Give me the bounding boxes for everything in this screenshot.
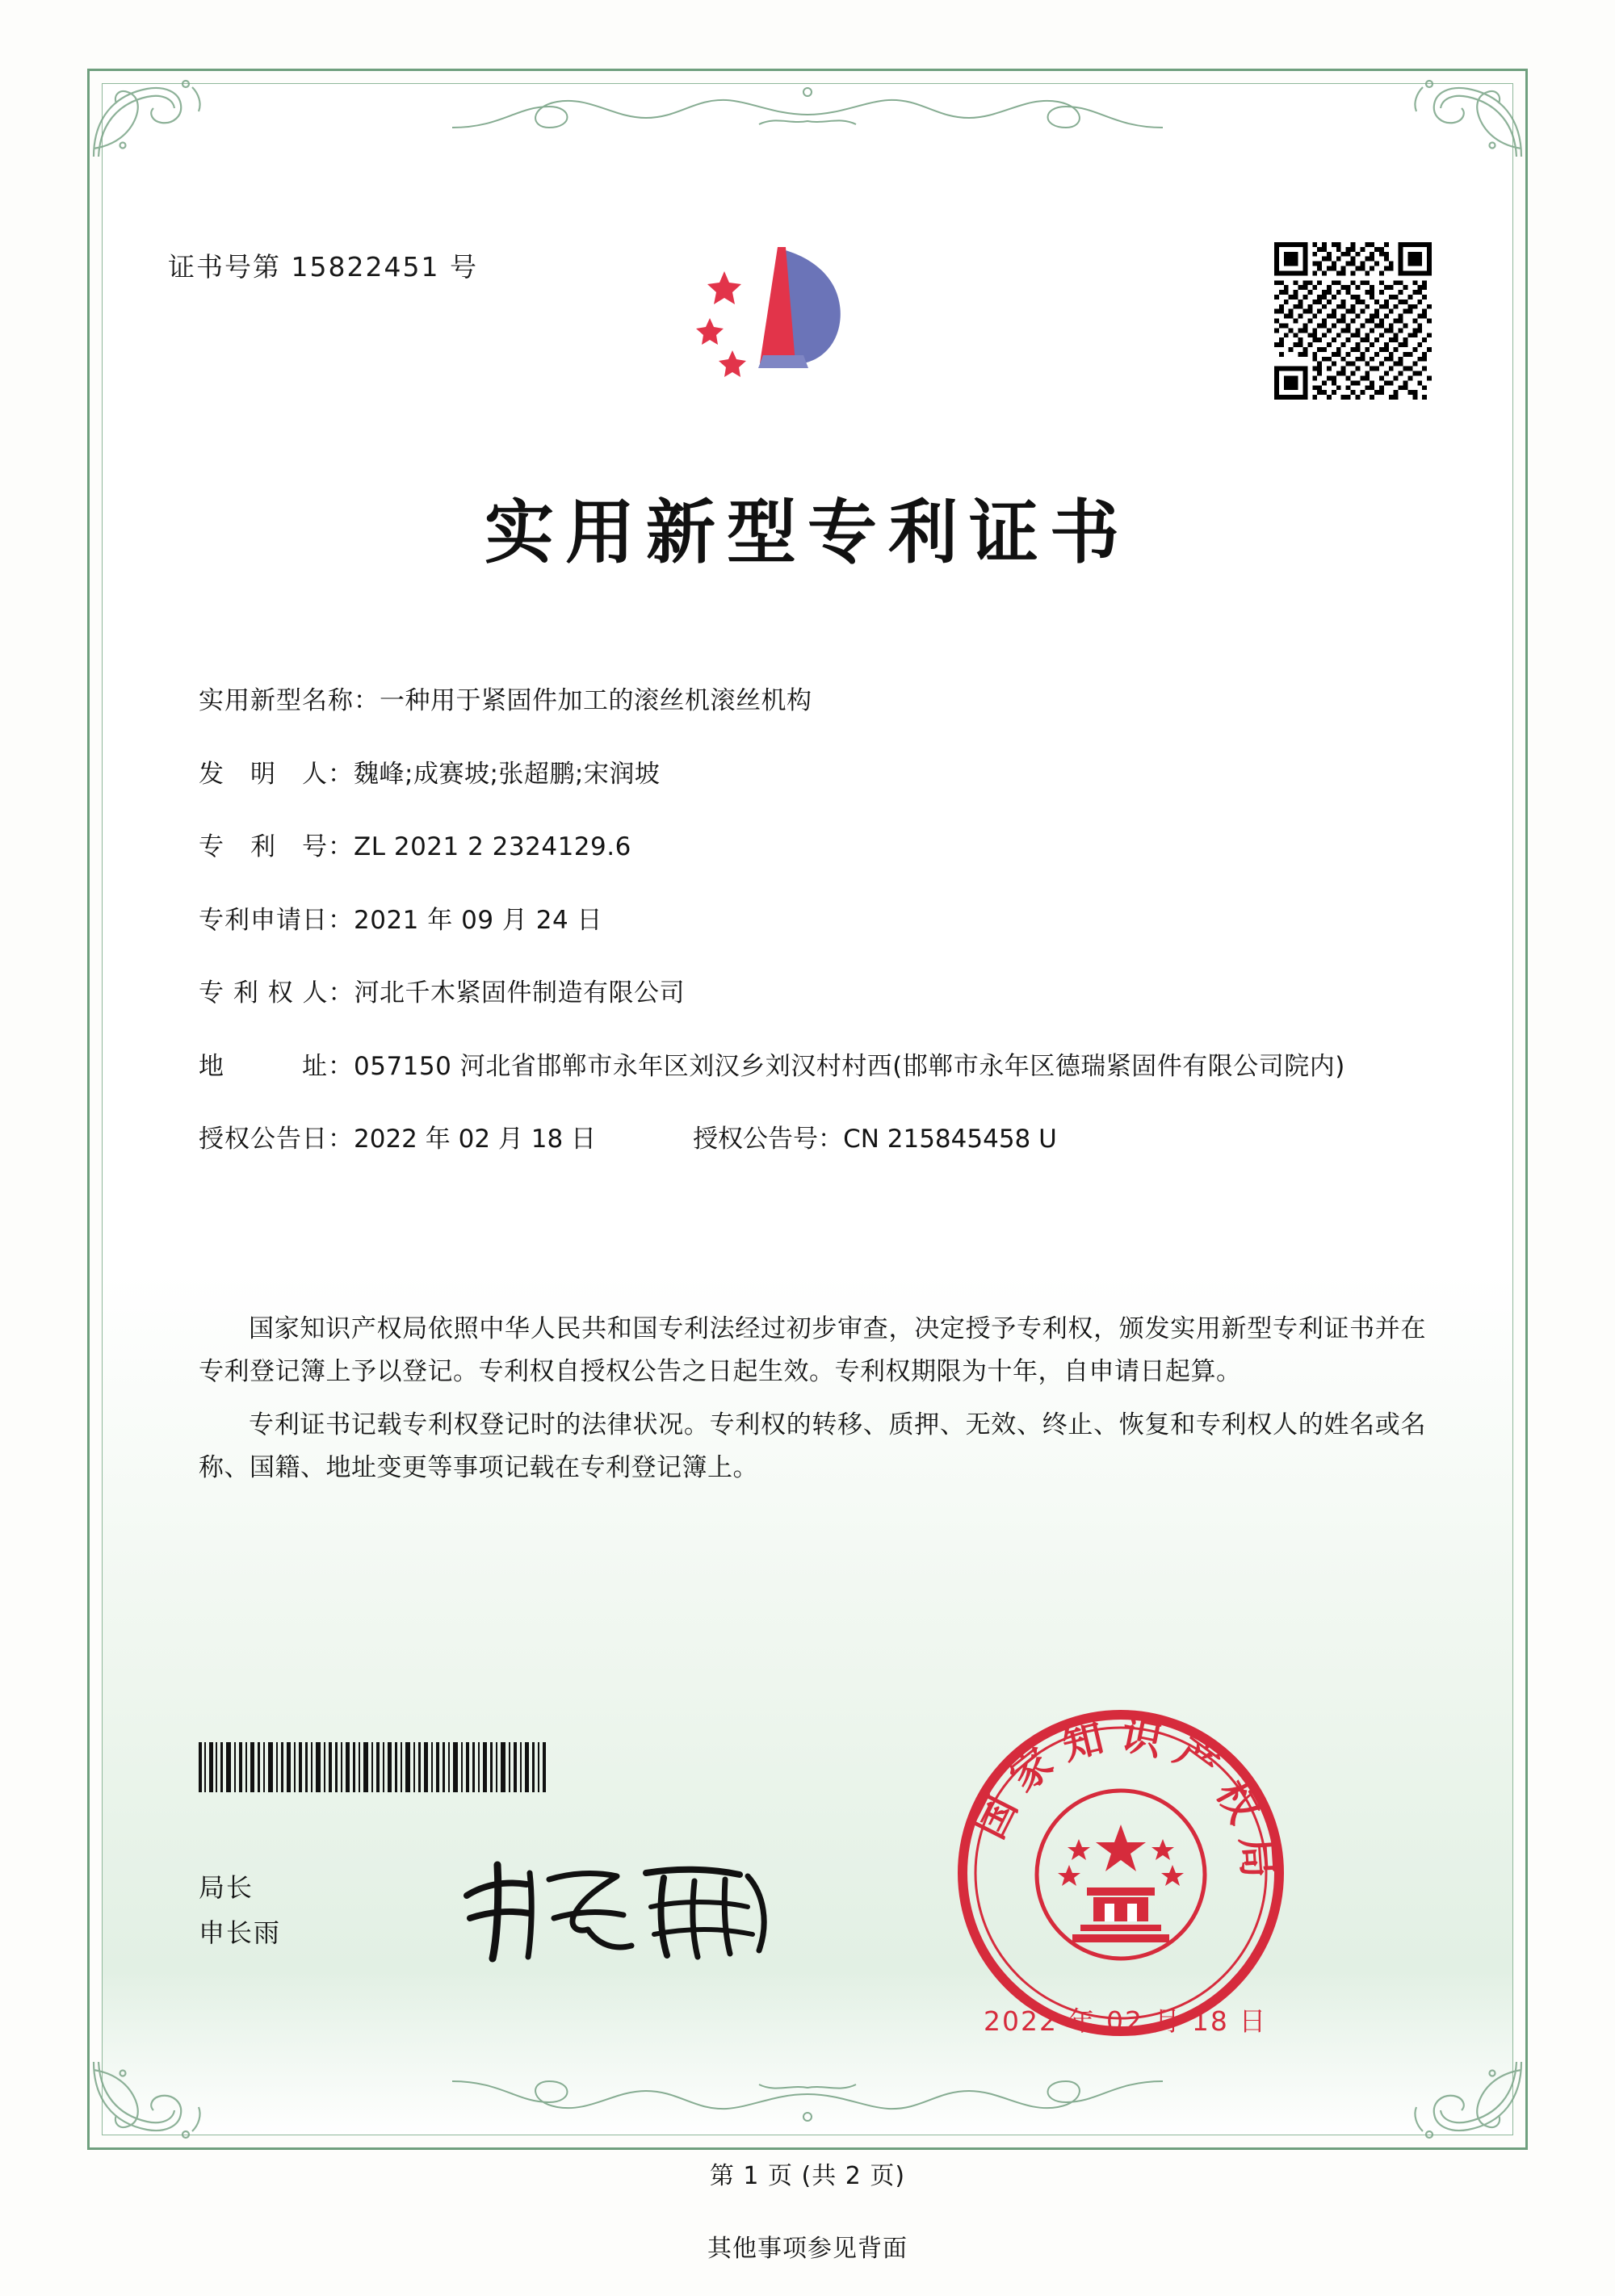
field-value-utility-model-name: 一种用于紧固件加工的滚丝机滚丝机构 [380, 686, 812, 715]
page-number: 第 1 页 (共 2 页) [709, 2162, 906, 2190]
field-row-application-date [199, 902, 1426, 940]
director-title: 局长 [199, 1872, 254, 1903]
director-handwritten-signature [452, 1849, 791, 1970]
paragraph-grant-statement: 国家知识产权局依照中华人民共和国专利法经过初步审查，决定授予专利权，颁发实用新型专利证书并在专利登记簿上予以登记。专利权自授权公告之日起生效。专利权期限为十年，自申请日起算。 [199, 1314, 1426, 1387]
field-value-patentee: 河北千木紧固件制造有限公司 [354, 978, 686, 1008]
barcode [199, 1742, 610, 1792]
field-label-inventors: 发 明 人： [199, 759, 354, 789]
field-row-inventors [199, 756, 1426, 794]
official-red-seal [951, 1703, 1290, 2043]
svg-text:国家知识产权局: 国家知识产权局 [966, 1711, 1282, 1892]
field-label-application-date: 专利申请日： [199, 905, 354, 935]
field-row-patent-number [199, 828, 1426, 866]
director-name: 申长雨 [199, 1917, 282, 1948]
field-label-address: 地 址： [199, 1051, 354, 1081]
seal-date: 2022 年 02 月 18 日 [984, 2005, 1268, 2037]
footer-note: 其他事项参见背面 [707, 2235, 908, 2263]
field-row-utility-model-name [199, 682, 1426, 720]
field-value-address: 057150 河北省邯郸市永年区刘汉乡刘汉村村西(邯郸市永年区德瑞紧固件有限公司院内) [354, 1051, 1345, 1081]
certificate-fields [199, 682, 1426, 1194]
field-label-patent-number: 专 利 号： [199, 832, 354, 861]
field-row-address [199, 1048, 1426, 1086]
field-row-grant-announcement [199, 1121, 1426, 1158]
field-value-inventors: 魏峰;成赛坡;张超鹏;宋润坡 [354, 759, 661, 789]
qr-code [1274, 242, 1432, 400]
field-row-patentee [199, 974, 1426, 1012]
field-label-patentee: 专 利 权 人： [199, 978, 354, 1008]
field-value-grant-date: 2022 年 02 月 18 日 [354, 1125, 597, 1154]
director-block [199, 1865, 281, 1955]
cnipa-logo-icon [682, 234, 868, 412]
field-value-patent-number: ZL 2021 2 2324129.6 [354, 832, 631, 861]
legal-paragraphs [199, 1308, 1426, 1499]
field-value-grant-number: CN 215845458 U [843, 1125, 1057, 1154]
field-label-grant-number: 授权公告号： [693, 1125, 844, 1154]
certificate-number: 证书号第 15822451 号 [168, 251, 478, 283]
paragraph-registry-statement: 专利证书记载专利权登记时的法律状况。专利权的转移、质押、无效、终止、恢复和专利权人的姓名或名称、国籍、地址变更等事项记载在专利登记簿上。 [199, 1410, 1426, 1482]
page-title: 实用新型专利证书 [484, 492, 1130, 573]
bottom-border-ornament [452, 2075, 1163, 2135]
field-value-application-date: 2021 年 09 月 24 日 [354, 905, 603, 935]
field-label-utility-model-name: 实用新型名称： [199, 686, 380, 715]
top-border-ornament [452, 74, 1163, 134]
field-label-grant-date: 授权公告日： [199, 1125, 354, 1154]
